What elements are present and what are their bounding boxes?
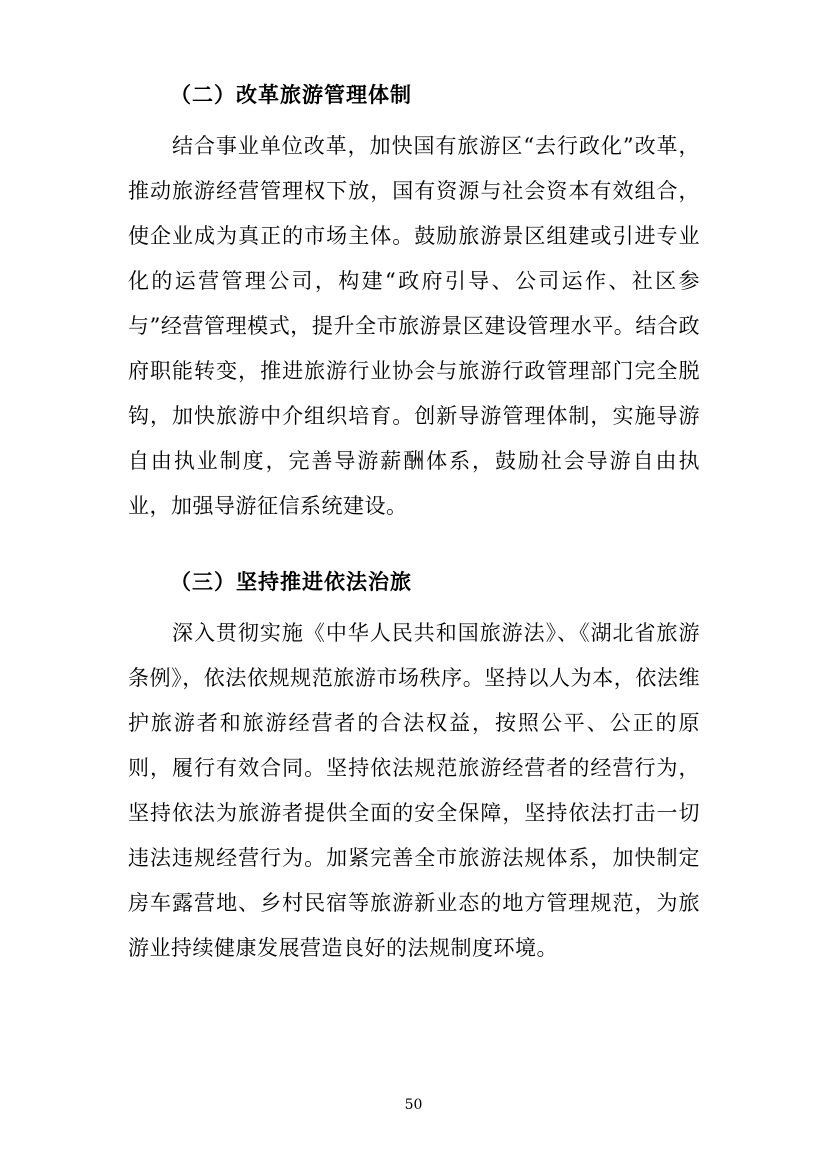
section-paragraph-2: 结合事业单位改革，加快国有旅游区“去行政化”改革，推动旅游经营管理权下放，国有资源与社会资本有效组合，使企业成为真正的市场主体。鼓励旅游景区组建或引进专业化的运营管理公司，构建“政府引导、公司运作、社区参与”经营管理模式，提升全市旅游景区建设管理水平。结合政府职能转变，推进旅游行业协会与旅游行政管理部门完全脱钩，加快旅游中介组织培育。创新导游管理体制，实施导游自由执业制度，完善导游薪酬体系，鼓励社会导游自由执业，加强导游征信系统建设。: [128, 134, 700, 518]
section-heading-3: （三）坚持推进依法治旅: [170, 569, 412, 594]
page-content: [128, 78, 700, 971]
page-number: 50: [404, 1097, 423, 1113]
section-paragraph-3: 深入贯彻实施《中华人民共和国旅游法》、《湖北省旅游条例》，依法依规规范旅游市场秩序。坚持以人为本，依法维护旅游者和旅游经营者的合法权益，按照公平、公正的原则，履行有效合同。坚持依法规范旅游经营者的经营行为，坚持依法为旅游者提供全面的安全保障，坚持依法打击一切违法违规经营行为。加紧完善全市旅游法规体系，加快制定房车露营地、乡村民宿等旅游新业态的地方管理规范，为旅游业持续健康发展营造良好的法规制度环境。: [128, 621, 700, 960]
section-heading-2: （二）改革旅游管理体制: [170, 82, 412, 107]
